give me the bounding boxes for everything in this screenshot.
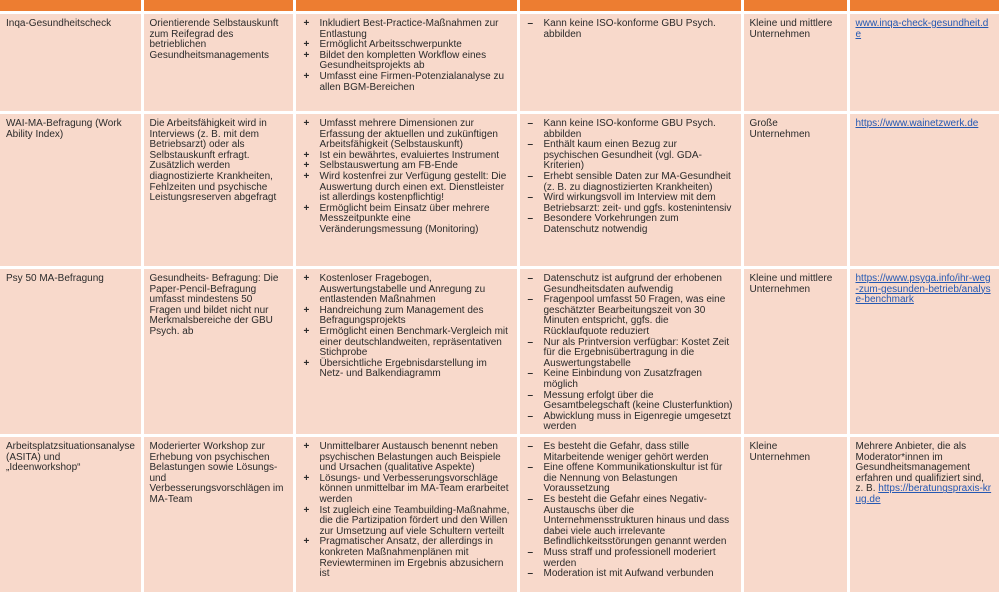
instrument-name: Psy 50 MA-Befragung (0, 268, 142, 436)
pro-text: Lösungs- und Verbesserungsvorschläge können unmittelbar im MA-Team erarbeitet werden (320, 473, 509, 505)
con-list-item (526, 214, 735, 235)
con-text: Moderation ist mit Aufwand verbunden (544, 568, 714, 579)
table-row (0, 268, 1000, 436)
website-link[interactable]: www.inqa-check-gesundheit.de (856, 18, 989, 40)
pro-text: Umfasst mehrere Dimensionen zur Erfassung der aktuellen und zukünftigen Arbeitsfähigkeit (Selbstauskunft) (320, 118, 498, 150)
pro-text: Wird kostenfrei zur Verfügung gestellt: Die Auswertung durch einen ext. Dienstleister ist allerdings kostenpflichtig! (320, 171, 507, 203)
plus-icon: + (304, 172, 310, 183)
header-cell (0, 0, 142, 13)
dash-icon: – (528, 193, 534, 204)
pros-list (302, 119, 511, 236)
dash-icon: – (528, 548, 534, 559)
cons-list (526, 274, 735, 433)
plus-icon: + (304, 359, 310, 370)
target-group: Kleine und mittlere Unternehmen (742, 268, 848, 436)
link-cell (848, 436, 1000, 592)
con-text: Messung erfolgt über die Gesamtbelegschaft (keine Clusterfunktion) (544, 390, 733, 412)
con-text: Kann keine ISO-konforme GBU Psych. abbilden (544, 18, 716, 40)
instrument-description: Die Arbeitsfähigkeit wird in Interviews (z. B. mit dem Betriebsarzt) oder als Selbstauskunft erfragt. Zusätzlich werden diagnostizierte Krankheiten, Fehlzeiten und psychische Leistungsreserven abgefragt (142, 113, 294, 268)
con-list-item (526, 442, 735, 463)
header-cell (518, 0, 742, 13)
dash-icon: – (528, 369, 534, 380)
con-text: Es besteht die Gefahr eines Negativ-Austauschs über die Unternehmensstrukturen hinaus und dass dabei viele auch irrelevante Befindlichkeitsstörungen genannt werden (544, 494, 730, 547)
pros-list (302, 274, 511, 380)
link-cell (848, 268, 1000, 436)
pro-list-item (302, 204, 511, 236)
pro-text: Ist zugleich eine Teambuilding-Maßnahme, die die Partizipation fördert und den Willen zur Umsetzung auf viele Schultern verteilt (320, 505, 510, 537)
pros-cell (294, 436, 518, 592)
cons-cell (518, 436, 742, 592)
pro-text: Ermöglicht beim Einsatz über mehrere Messzeitpunkte eine Veränderungsmessung (Monitoring) (320, 203, 490, 235)
header-cell (742, 0, 848, 13)
plus-icon: + (304, 474, 310, 485)
pro-list-item (302, 306, 511, 327)
header-cell (142, 0, 294, 13)
instrument-name: Inqa-Gesundheitscheck (0, 13, 142, 113)
con-text: Fragenpool umfasst 50 Fragen, was eine geschätzter Bearbeitungszeit von 30 Minuten entspricht, ggfs. die Rücklaufquote reduziert (544, 294, 726, 337)
pro-text: Ist ein bewährtes, evaluiertes Instrument (320, 150, 500, 161)
cons-cell (518, 113, 742, 268)
dash-icon: – (528, 274, 534, 285)
pro-text: Übersichtliche Ergebnisdarstellung im Netz- und Balkendiagramm (320, 358, 487, 380)
con-text: Kann keine ISO-konforme GBU Psych. abbilden (544, 118, 716, 140)
con-text: Besondere Vorkehrungen zum Datenschutz notwendig (544, 213, 679, 235)
pro-text: Kostenloser Fragebogen, Auswertungstabelle und Anregung zu entlastenden Maßnahmen (320, 273, 486, 305)
dash-icon: – (528, 338, 534, 349)
con-list-item (526, 412, 735, 433)
dash-icon: – (528, 495, 534, 506)
con-list-item (526, 495, 735, 548)
pros-list (302, 442, 511, 580)
pro-text: Inkludiert Best-Practice-Maßnahmen zur Entlastung (320, 18, 499, 40)
pro-text: Selbstauswertung am FB-Ende (320, 160, 458, 171)
dash-icon: – (528, 140, 534, 151)
con-list-item (526, 119, 735, 140)
cons-list (526, 119, 735, 236)
dash-icon: – (528, 214, 534, 225)
target-group: Große Unternehmen (742, 113, 848, 268)
pro-text: Handreichung zum Management des Befragungsprojekts (320, 305, 484, 327)
dash-icon: – (528, 19, 534, 30)
plus-icon: + (304, 274, 310, 285)
pro-list-item (302, 172, 511, 204)
cons-cell (518, 268, 742, 436)
dash-icon: – (528, 391, 534, 402)
pro-list-item (302, 274, 511, 306)
website-link[interactable]: https://www.psyga.info/ihr-weg-zum-gesunden-betrieb/analyse-benchmark (856, 273, 991, 305)
con-text: Nur als Printversion verfügbar: Kostet Zeit für die Ergebnisübertragung in die Auswertungstabelle (544, 337, 730, 369)
con-list-item (526, 369, 735, 390)
instrument-description: Orientierende Selbstauskunft zum Reifegrad des betrieblichen Gesundheitsmanagements (142, 13, 294, 113)
plus-icon: + (304, 204, 310, 215)
dash-icon: – (528, 463, 534, 474)
pro-text: Ermöglicht einen Benchmark-Vergleich mit einer deutschlandweiten, repräsentativen Stichprobe (320, 326, 508, 358)
dash-icon: – (528, 569, 534, 580)
con-text: Datenschutz ist aufgrund der erhobenen Gesundheitsdaten aufwendig (544, 273, 722, 295)
plus-icon: + (304, 161, 310, 172)
cons-cell (518, 13, 742, 113)
target-group: Kleine Unternehmen (742, 436, 848, 592)
plus-icon: + (304, 19, 310, 30)
plus-icon: + (304, 327, 310, 338)
table-row (0, 436, 1000, 592)
pro-text: Bildet den kompletten Workflow eines Gesundheitsprojekts ab (320, 50, 487, 72)
pro-list-item (302, 51, 511, 72)
con-text: Eine offene Kommunikationskultur ist für die Nennung von Belastungen Voraussetzung (544, 462, 723, 494)
plus-icon: + (304, 51, 310, 62)
pro-text: Pragmatischer Ansatz, der allerdings in konkreten Maßnahmenplänen mit Reviewterminen im Ergebnis abzusichern ist (320, 536, 504, 579)
table-row (0, 13, 1000, 113)
plus-icon: + (304, 40, 310, 51)
instrument-name: WAI-MA-Befragung (Work Ability Index) (0, 113, 142, 268)
pro-list-item (302, 442, 511, 474)
con-text: Abwicklung muss in Eigenregie umgesetzt werden (544, 411, 731, 433)
pro-list-item (302, 72, 511, 93)
con-list-item (526, 569, 735, 580)
instrument-description: Moderierter Workshop zur Erhebung von psychischen Belastungen sowie Lösungs- und Verbesserungsvorschlägen im MA-Team (142, 436, 294, 592)
con-list-item (526, 548, 735, 569)
plus-icon: + (304, 72, 310, 83)
con-text: Wird wirkungsvoll im Interview mit dem Betriebsarzt: zeit- und ggfs. kostenintensiv (544, 192, 732, 214)
header-cell (848, 0, 1000, 13)
dash-icon: – (528, 119, 534, 130)
plus-icon: + (304, 537, 310, 548)
link-cell (848, 113, 1000, 268)
pros-cell (294, 113, 518, 268)
pros-cell (294, 268, 518, 436)
pro-list-item (302, 359, 511, 380)
con-list-item (526, 193, 735, 214)
con-text: Es besteht die Gefahr, dass stille Mitarbeitende weniger gehört werden (544, 441, 709, 463)
con-list-item (526, 172, 735, 193)
con-list-item (526, 338, 735, 370)
website-link[interactable]: https://beratungspraxis-krug.de (856, 483, 992, 505)
plus-icon: + (304, 151, 310, 162)
con-text: Muss straff und professionell moderiert werden (544, 547, 716, 569)
pro-list-item (302, 327, 511, 359)
link-prefix: Mehrere Anbieter, die als Moderator*innen im Gesundheitsmanagement erfahren und qualifiziert sind, z. B. (856, 441, 984, 494)
dash-icon: – (528, 172, 534, 183)
plus-icon: + (304, 442, 310, 453)
pros-list (302, 19, 511, 93)
pro-text: Ermöglicht Arbeitsschwerpunkte (320, 39, 462, 50)
con-text: Enthält kaum einen Bezug zur psychischen Gesundheit (vgl. GDA-Kriterien) (544, 139, 702, 171)
con-list-item (526, 274, 735, 295)
con-list-item (526, 463, 735, 495)
plus-icon: + (304, 306, 310, 317)
con-list-item (526, 391, 735, 412)
dash-icon: – (528, 412, 534, 423)
link-cell (848, 13, 1000, 113)
pro-list-item (302, 474, 511, 506)
header-cell (294, 0, 518, 13)
pro-list-item (302, 19, 511, 40)
plus-icon: + (304, 506, 310, 517)
target-group: Kleine und mittlere Unternehmen (742, 13, 848, 113)
con-list-item (526, 140, 735, 172)
pro-text: Umfasst eine Firmen-Potenzialanalyse zu allen BGM-Bereichen (320, 71, 505, 93)
con-list-item (526, 19, 735, 40)
cons-list (526, 19, 735, 40)
pro-text: Unmittelbarer Austausch benennt neben psychischen Belastungen auch Beispiele und Ursachen (qualitative Aspekte) (320, 441, 501, 473)
con-text: Erhebt sensible Daten zur MA-Gesundheit (z. B. zu diagnostizierten Krankheiten) (544, 171, 731, 193)
con-text: Keine Einbindung von Zusatzfragen möglich (544, 368, 702, 390)
pros-cell (294, 13, 518, 113)
pro-list-item (302, 537, 511, 579)
dash-icon: – (528, 295, 534, 306)
pro-list-item (302, 506, 511, 538)
plus-icon: + (304, 119, 310, 130)
con-list-item (526, 295, 735, 337)
dash-icon: – (528, 442, 534, 453)
header-row (0, 0, 1000, 13)
website-link[interactable]: https://www.wainetzwerk.de (856, 118, 979, 129)
cons-list (526, 442, 735, 580)
instrument-description: Gesundheits- Befragung: Die Paper-Pencil-Befragung umfasst mindestens 50 Fragen und bildet nicht nur Merkmalsbereiche der GBU Psych. ab (142, 268, 294, 436)
table-row (0, 113, 1000, 268)
instrument-name: Arbeitsplatzsituationsanalyse (ASITA) und „Ideenworkshop“ (0, 436, 142, 592)
pro-list-item (302, 119, 511, 151)
